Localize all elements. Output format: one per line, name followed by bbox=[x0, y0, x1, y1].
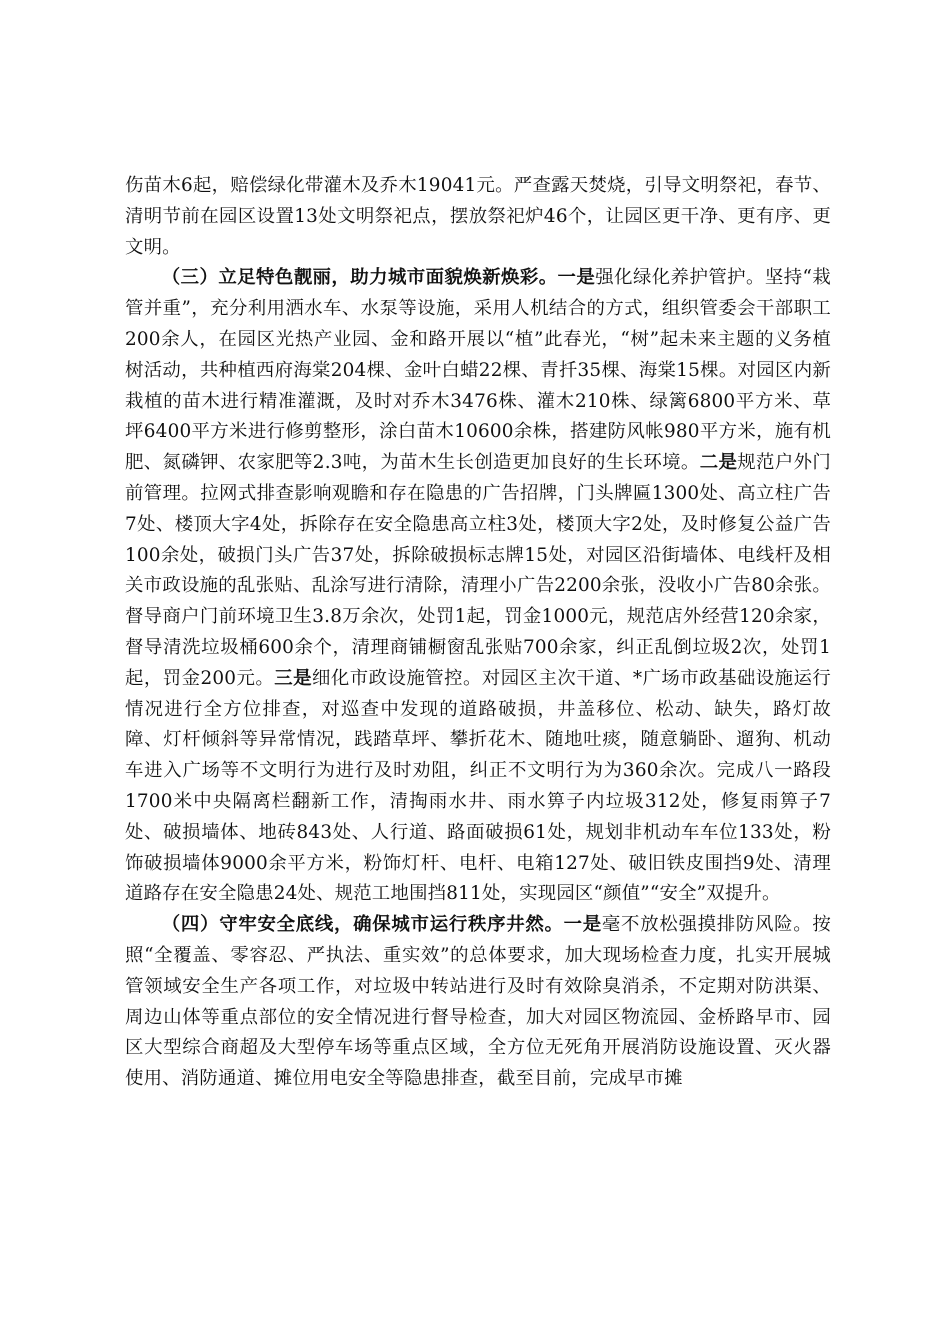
section-heading: （三）立足特色靓丽，助力城市面貌焕新焕彩。 bbox=[161, 267, 558, 289]
paragraph-continuation bbox=[125, 171, 831, 263]
point-label: 一是 bbox=[563, 914, 602, 936]
point-text: 规范户外门前管理。拉网式排查影响观瞻和存在隐患的广告招牌，门头牌匾1300处、高立柱广告7处、楼顶大字4处，拆除存在安全隐患高立柱3处，楼顶大字2处，及时修复公益广告100余处，破损门头广告37处，拆除破损标志牌15处，对园区沿街墙体、电线杆及相关市政设施的乱张贴、乱涂写进行清除，清理小广告2200余张，没收小广告80余张。督导商户门前环境卫生3.8万余次，处罚1起，罚金1000元，规范店外经营120余家，督导清洗垃圾桶600余个，清理商铺橱窗乱张贴700余家，纠正乱倒垃圾2次，处罚1起，罚金200元。 bbox=[125, 452, 831, 689]
section-heading: （四）守牢安全底线，确保城市运行秩序井然。 bbox=[161, 914, 564, 936]
paragraph-section-four bbox=[125, 910, 831, 1095]
point-text: 毫不放松强摸排防风险。按照“全覆盖、零容忍、严执法、重实效”的总体要求，加大现场检查力度，扎实开展城管领域安全生产各项工作，对垃圾中转站进行及时有效除臭消杀，不定期对防洪渠、周边山体等重点部位的安全情况进行督导检查，加大对园区物流园、金桥路早市、园区大型综合商超及大型停车场等重点区域，全方位无死角开展消防设施设置、灭火器使用、消防通道、摊位用电安全等隐患排查，截至目前，完成早市摊 bbox=[125, 914, 832, 1090]
point-text: 强化绿化养护管护。坚持“栽管并重”，充分利用洒水车、水泵等设施，采用人机结合的方式，组织管委会干部职工200余人，在园区光热产业园、金和路开展以“植”此春光，“树”起未来主题的义务植树活动，共种植西府海棠204棵、金叶白蜡22棵、青扦35棵、海棠15棵。对园区内新栽植的苗木进行精准灌溉，及时对乔木3476株、灌木210株、绿篱6800平方米、草坪6400平方米进行修剪整形，涂白苗木10600余株，搭建防风帐980平方米，施有机肥、氮磷钾、农家肥等2.3吨，为苗木生长创造更加良好的生长环境。 bbox=[125, 267, 831, 474]
document-body bbox=[125, 171, 831, 1095]
point-label: 三是 bbox=[274, 667, 312, 689]
point-label: 二是 bbox=[699, 452, 738, 474]
paragraph-text: 伤苗木6起，赔偿绿化带灌木及乔木19041元。严查露天焚烧，引导文明祭祀，春节、清明节前在园区设置13处文明祭祀点，摆放祭祀炉46个，让园区更干净、更有序、更文明。 bbox=[125, 175, 831, 258]
paragraph-section-three bbox=[125, 263, 831, 910]
point-text: 细化市政设施管控。对园区主次干道、*广场市政基础设施运行情况进行全方位排查，对巡查中发现的道路破损，井盖移位、松动、缺失，路灯故障、灯杆倾斜等异常情况，践踏草坪、攀折花木、随地吐痰，随意躺卧、遛狗、机动车进入广场等不文明行为进行及时劝阻，纠正不文明行为为360余次。完成八一路段1700米中央隔离栏翻新工作，清掏雨水井、雨水箅子内垃圾312处，修复雨箅子7处、破损墙体、地砖843处、人行道、路面破损61处，规划非机动车车位133处，粉饰破损墙体9000余平方米，粉饰灯杆、电杆、电箱127处、破旧铁皮围挡9处、清理道路存在安全隐患24处、规范工地围挡811处，实现园区“颜值”“安全”双提升。 bbox=[125, 667, 831, 905]
point-label: 一是 bbox=[557, 267, 596, 289]
